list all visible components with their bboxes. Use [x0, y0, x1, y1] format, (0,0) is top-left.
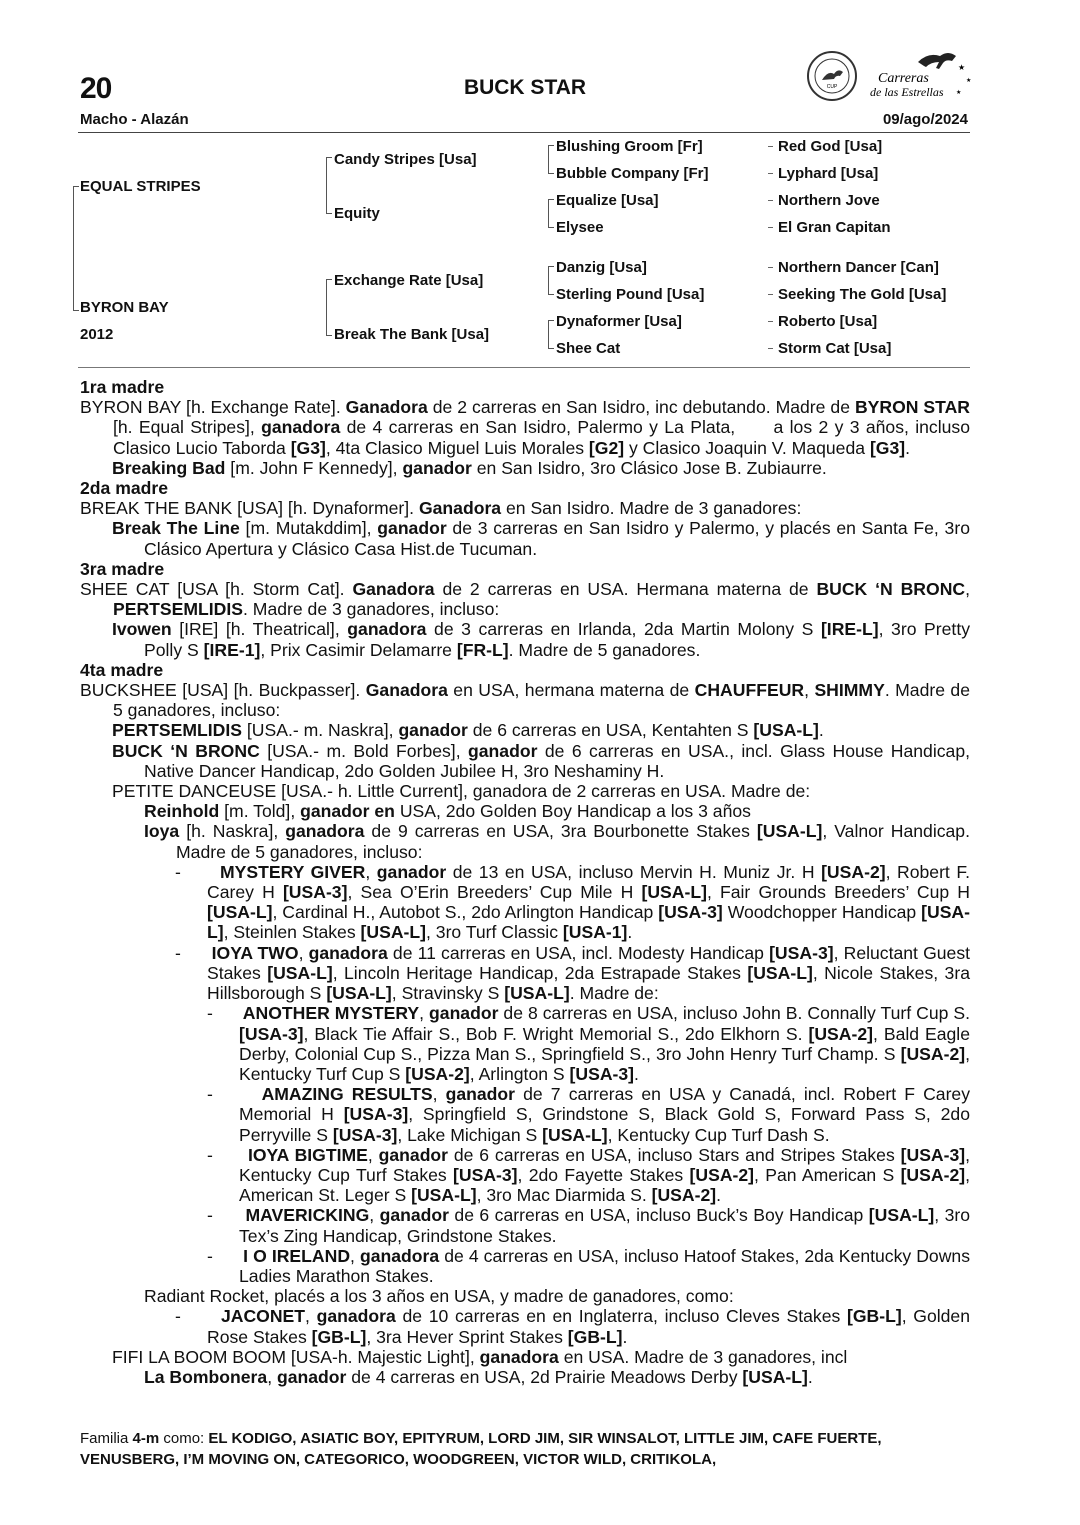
foaling-year: 2012: [80, 326, 114, 343]
fourth-dam-paragraph: BUCKSHEE [USA] [h. Buckpasser]. Ganadora en USA, hermana materna de CHAUFFEUR, SHIMMY. Madre de 5 ganadores, incluso:: [80, 680, 970, 721]
produce-ioya: Ioya [h. Naskra], ganadora de 9 carreras en USA, 3ra Bourbonette Stakes [USA-L], Valnor Handicap. Madre de 5 ganadores, incluso:: [144, 821, 970, 862]
produce-ioya-bigtime: - IOYA BIGTIME, ganador de 6 carreras en USA, incluso Stars and Stripes Stakes [USA-3], Kentucky Cup Turf Stakes [USA-3], 2do Fayette Stakes [USA-2], Pan American S [USA-2], American St. Leger S [USA-L], 3ro Mac Diarmida S. [USA-2].: [207, 1144, 971, 1206]
produce-la-bombonera: La Bombonera, ganador de 4 carreras en USA, 2d Prairie Meadows Derby [USA-L].: [144, 1366, 813, 1387]
second-dam-paragraph: BREAK THE BANK [USA] [h. Dynaformer]. Ganadora en San Isidro. Madre de 3 ganadores:: [80, 498, 802, 519]
svg-text:CUP: CUP: [826, 84, 838, 90]
produce-radiant-rocket: Radiant Rocket, placés a los 3 años en USA, y madre de ganadores, como:: [144, 1286, 734, 1307]
gen4-8: Storm Cat [Usa]: [778, 340, 892, 357]
gen4-3: Northern Jove: [778, 192, 880, 209]
produce-amazing-results: - AMAZING RESULTS, ganador de 7 carreras en USA y Canadá, incl. Robert F Carey Memorial H [USA-3], Springfield S, Grindstone S, Black Gold S, Forward Pass S, 2do Perryville S [USA-3], Lake Michigan S [USA-L], Kentucky Cup Turf Dash S.: [207, 1084, 971, 1145]
produce-ioya-two: - IOYA TWO, ganadora de 11 carreras en USA, incl. Modesty Handicap [USA-3], Reluctant Guest Stakes [USA-L], Lincoln Heritage Handicap, 2da Estrapade Stakes [USA-L], Nicole Stakes, 3ra Hillsborough S [USA-L], Stravinsky S [USA-L]. Madre de:: [175, 942, 971, 1004]
third-dam-paragraph: SHEE CAT [USA [h. Storm Cat]. Ganadora de 2 carreras en USA. Hermana materna de BUCK ‘N BRONC, PERTSEMLIDIS. Madre de 3 ganadores, incluso:: [80, 579, 970, 620]
produce-reinhold: Reinhold [m. Told], ganador en USA, 2do Golden Boy Handicap a los 3 años: [144, 801, 751, 822]
produce-fifi-la-boom-boom: FIFI LA BOOM BOOM [USA-h. Majestic Light], ganadora en USA. Madre de 3 ganadores, incl: [112, 1346, 848, 1367]
family-names: EL KODIGO, ASIATIC BOY, EPITYRUM, LORD JIM, SIR WINSALOT, LITTLE JIM, CAFE FUERTE, VENUSBERG, I’M MOVING ON, CATEGORICO, WOODGREEN, VICTOR WILD, CRITIKOLA,: [80, 1430, 882, 1468]
dam: BYRON BAY: [80, 299, 169, 316]
gen3-4: Elysee: [556, 219, 604, 236]
produce-ivowen: Ivowen [IRE] [h. Theatrical], ganadora de 3 carreras en Irlanda, 2da Martin Molony S [IRE-L], 3ro Pretty Polly S [IRE-1], Prix Casimir Delamarre [FR-L]. Madre de 5 ganadores.: [112, 619, 971, 660]
produce-i-o-ireland: - I O IRELAND, ganadora de 4 carreras en USA, incluso Hatoof Stakes, 2da Kentucky Downs Ladies Marathon Stakes.: [207, 1245, 971, 1286]
gen3-8: Shee Cat: [556, 340, 621, 357]
family-label: Familia: [80, 1430, 129, 1447]
dam-dam: Break The Bank [Usa]: [334, 326, 490, 343]
family-como: como:: [163, 1430, 205, 1447]
produce-petite-danceuse: PETITE DANCEUSE [USA.- h. Little Current], ganadora de 2 carreras en USA. Madre de:: [112, 781, 811, 802]
pedigree-rule: [78, 367, 970, 368]
produce-another-mystery: - ANOTHER MYSTERY, ganador de 8 carreras en USA, incluso John B. Connally Turf Cup S. [USA-3], Black Tie Affair S., Bob F. Wright Memorial S., 2do Elkhorn S. [USA-2], Bald Eagle Derby, Colonial Cup S., Pizza Man S., Springfield S., 3ro John Henry Turf Champ. S [USA-2], Kentucky Turf Cup S [USA-2], Arlington S [USA-3].: [207, 1003, 970, 1084]
produce-mavericking: - MAVERICKING, ganador de 6 carreras en USA, incluso Buck’s Boy Handicap [USA-L], 3ro Tex’s Zing Handicap, Grindstone Stakes.: [207, 1205, 970, 1246]
gen4-7: Roberto [Usa]: [778, 313, 878, 330]
header-rule: [78, 132, 970, 133]
family-footer: [80, 1428, 970, 1470]
event-logo: [806, 50, 976, 106]
gen4-1: Red God [Usa]: [778, 138, 883, 155]
sire-dam: Equity: [334, 205, 380, 222]
svg-text:★: ★: [958, 63, 966, 72]
sale-date: 09/ago/2024: [882, 111, 968, 128]
gen3-7: Dynaformer [Usa]: [556, 313, 682, 330]
gen3-6: Sterling Pound [Usa]: [556, 286, 705, 303]
female-family-notes: [80, 377, 970, 1387]
section-1ra-madre: 1ra madre: [80, 377, 165, 397]
logo-text-1: Carreras: [878, 71, 929, 86]
produce-pertsemlidis: PERTSEMLIDIS [USA.- m. Naskra], ganador de 6 carreras en USA, Kentahten S [USA-L].: [112, 720, 824, 741]
dam-paragraph: BYRON BAY [h. Exchange Rate]. Ganadora de 2 carreras en San Isidro, inc debutando. Madre de BYRON STAR [h. Equal Stripes], ganadora de 4 carreras en San Isidro, Palermo y La Plata, a los 2 y 3 años, incluso Clasico Lucio Taborda [G3], 4ta Clasico Miguel Luis Morales [G2] y Clasico Joaquin V. Maqueda [G3].: [80, 397, 971, 458]
sex-color: Macho - Alazán: [80, 111, 189, 128]
gen3-5: Danzig [Usa]: [556, 259, 647, 276]
produce-jaconet: - JACONET, ganadora de 10 carreras en en Inglaterra, incluso Cleves Stakes [GB-L], Golden Rose Stakes [GB-L], 3ra Hever Sprint Stakes [GB-L].: [175, 1306, 971, 1347]
gen3-1: Blushing Groom [Fr]: [556, 138, 703, 155]
horse-name: BUCK STAR: [463, 76, 587, 99]
produce-mystery-giver: - MYSTERY GIVER, ganador de 13 en USA, incluso Mervin H. Muniz Jr. H [USA-2], Robert F. Carey H [USA-3], Sea O’Erin Breeders’ Cup Mile H [USA-L], Fair Grounds Breeders’ Cup H [USA-L], Cardinal H., Autobot S., 2do Arlington Handicap [USA-3] Woodchopper Handicap [USA-L], Steinlen Stakes [USA-L], 3ro Turf Classic [USA-1].: [175, 861, 971, 943]
section-2da-madre: 2da madre: [80, 478, 169, 499]
produce-buck-n-bronc: BUCK ‘N BRONC [USA.- m. Bold Forbes], ganador de 6 carreras en USA., incl. Glass House Handicap, Native Dancer Handicap, 2do Golden Jubilee H, 3ro Neshaminy H.: [112, 740, 970, 781]
sire-sire: Candy Stripes [Usa]: [334, 151, 477, 168]
gen3-2: Bubble Company [Fr]: [556, 165, 709, 182]
gen4-5: Northern Dancer [Can]: [778, 259, 939, 276]
svg-text:★: ★: [956, 90, 962, 96]
lot-number: 20: [80, 72, 112, 105]
section-3ra-madre: 3ra madre: [80, 558, 165, 579]
dam-sire: Exchange Rate [Usa]: [334, 272, 484, 289]
sire: EQUAL STRIPES: [80, 178, 201, 195]
gen4-6: Seeking The Gold [Usa]: [778, 286, 947, 303]
section-4ta-madre: 4ta madre: [80, 659, 164, 680]
gen4-2: Lyphard [Usa]: [778, 165, 879, 182]
family-number: 4-m: [132, 1430, 160, 1447]
svg-text:★: ★: [966, 78, 972, 84]
gen4-4: El Gran Capitan: [778, 219, 891, 236]
produce-breaking-bad: Breaking Bad [m. John F Kennedy], ganador en San Isidro, 3ro Clásico Jose B. Zubiaurre.: [112, 457, 827, 478]
gen3-3: Equalize [Usa]: [556, 192, 659, 209]
logo-text-2: de las Estrellas: [870, 85, 944, 99]
produce-break-the-line: Break The Line [m. Mutakddim], ganador de 3 carreras en San Isidro y Palermo, y placés en Santa Fe, 3ro Clásico Apertura y Clásico Casa Hist.de Tucuman.: [112, 518, 970, 559]
